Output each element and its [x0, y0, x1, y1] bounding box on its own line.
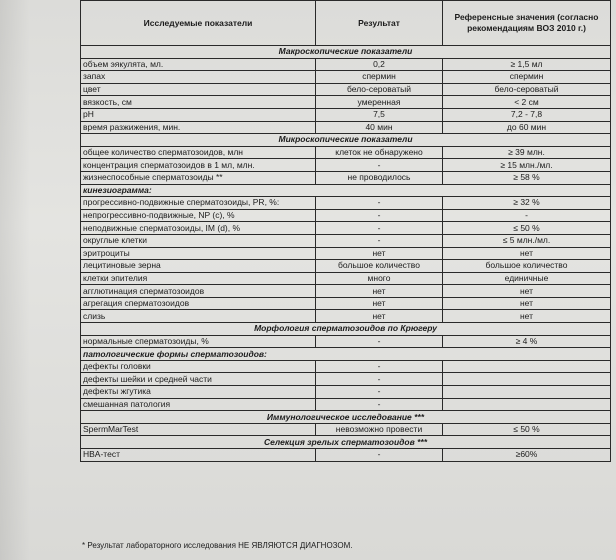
parameter-name: время разжижения, мин. — [81, 121, 316, 134]
table-row — [81, 234, 611, 247]
section-header-row — [81, 436, 611, 449]
table-row — [81, 247, 611, 260]
section-header-row — [81, 134, 611, 147]
reference-value: ≥ 39 млн. — [443, 146, 611, 159]
result-value: не проводилось — [316, 171, 443, 184]
section-title: Селекция зрелых сперматозоидов *** — [81, 436, 611, 449]
reference-value: ≥ 1,5 мл — [443, 58, 611, 71]
parameter-name: pH — [81, 108, 316, 121]
parameter-name: округлые клетки — [81, 234, 316, 247]
reference-value: ≥ 58 % — [443, 171, 611, 184]
parameter-name: объем эякулята, мл. — [81, 58, 316, 71]
table-row — [81, 310, 611, 323]
parameter-name: слизь — [81, 310, 316, 323]
subsection-row — [81, 184, 611, 197]
result-value: 7,5 — [316, 108, 443, 121]
section-header-row — [81, 46, 611, 59]
page-shadow — [0, 0, 30, 560]
section-header-row — [81, 411, 611, 424]
table-row — [81, 386, 611, 399]
parameter-name: HBA-тест — [81, 449, 316, 462]
table-row — [81, 373, 611, 386]
reference-value — [443, 373, 611, 386]
parameter-name: концентрация сперматозоидов в 1 мл, млн. — [81, 159, 316, 172]
reference-value — [443, 386, 611, 399]
result-value: - — [316, 209, 443, 222]
result-value: клеток не обнаружено — [316, 146, 443, 159]
table-row — [81, 83, 611, 96]
header-result: Результат — [316, 1, 443, 46]
section-title: Иммунологическое исследование *** — [81, 411, 611, 424]
result-value: 40 мин — [316, 121, 443, 134]
table-row — [81, 335, 611, 348]
parameter-name: дефекты головки — [81, 360, 316, 373]
reference-value: нет — [443, 310, 611, 323]
reference-value: большое количество — [443, 260, 611, 273]
table-row — [81, 272, 611, 285]
reference-value: нет — [443, 247, 611, 260]
result-value: - — [316, 360, 443, 373]
result-value: - — [316, 159, 443, 172]
result-value: 0,2 — [316, 58, 443, 71]
table-row — [81, 398, 611, 411]
subsection-row — [81, 348, 611, 361]
parameter-name: непрогрессивно-подвижные, NP (c), % — [81, 209, 316, 222]
footnote: * Результат лабораторного исследования НЕ ЯВЛЯЮТСЯ ДИАГНОЗОМ. — [82, 541, 353, 550]
parameter-name: лецитиновые зерна — [81, 260, 316, 273]
result-value: нет — [316, 297, 443, 310]
reference-value — [443, 360, 611, 373]
reference-value: нет — [443, 285, 611, 298]
reference-value: < 2 см — [443, 96, 611, 109]
reference-value: - — [443, 209, 611, 222]
result-value: - — [316, 398, 443, 411]
table-row — [81, 297, 611, 310]
header-reference: Референсные значения (согласно рекомендациям ВОЗ 2010 г.) — [443, 1, 611, 46]
reference-value: ≥ 4 % — [443, 335, 611, 348]
reference-value: ≤ 50 % — [443, 423, 611, 436]
table-row — [81, 71, 611, 84]
table-row — [81, 159, 611, 172]
result-value: много — [316, 272, 443, 285]
parameter-name: вязкость, см — [81, 96, 316, 109]
result-value: умеренная — [316, 96, 443, 109]
parameter-name: дефекты шейки и средней части — [81, 373, 316, 386]
table-row — [81, 285, 611, 298]
table-row — [81, 171, 611, 184]
section-title: Микроскопические показатели — [81, 134, 611, 147]
parameter-name: клетки эпителия — [81, 272, 316, 285]
parameter-name: агрегация сперматозоидов — [81, 297, 316, 310]
reference-value: 7,2 - 7,8 — [443, 108, 611, 121]
parameter-name: дефекты жгутика — [81, 386, 316, 399]
section-title: Макроскопические показатели — [81, 46, 611, 59]
lab-results-table — [80, 0, 611, 462]
parameter-name: агглютинация сперматозоидов — [81, 285, 316, 298]
parameter-name: неподвижные сперматозоиды, IM (d), % — [81, 222, 316, 235]
result-value: спермин — [316, 71, 443, 84]
table-row — [81, 209, 611, 222]
result-value: - — [316, 449, 443, 462]
table-row — [81, 58, 611, 71]
table-row — [81, 260, 611, 273]
parameter-name: цвет — [81, 83, 316, 96]
subsection-title: патологические формы сперматозоидов: — [81, 348, 611, 361]
result-value: нет — [316, 247, 443, 260]
section-title: Морфология сперматозоидов по Крюгеру — [81, 323, 611, 336]
reference-value: нет — [443, 297, 611, 310]
parameter-name: смешанная патология — [81, 398, 316, 411]
result-value: нет — [316, 285, 443, 298]
section-header-row — [81, 323, 611, 336]
table-row — [81, 197, 611, 210]
table-header-row — [81, 1, 611, 46]
result-value: - — [316, 197, 443, 210]
reference-value — [443, 398, 611, 411]
header-parameters: Исследуемые показатели — [81, 1, 316, 46]
result-value: нет — [316, 310, 443, 323]
table-row — [81, 423, 611, 436]
table-row — [81, 108, 611, 121]
result-value: - — [316, 335, 443, 348]
table-row — [81, 449, 611, 462]
reference-value: ≥60% — [443, 449, 611, 462]
parameter-name: прогрессивно-подвижные сперматозоиды, PR, %: — [81, 197, 316, 210]
reference-value: спермин — [443, 71, 611, 84]
parameter-name: нормальные сперматозоиды, % — [81, 335, 316, 348]
parameter-name: запах — [81, 71, 316, 84]
reference-value: до 60 мин — [443, 121, 611, 134]
parameter-name: жизнеспособные сперматозоиды ** — [81, 171, 316, 184]
parameter-name: SpermMarTest — [81, 423, 316, 436]
result-value: - — [316, 222, 443, 235]
table-row — [81, 146, 611, 159]
table-row — [81, 96, 611, 109]
result-value: невозможно провести — [316, 423, 443, 436]
reference-value: ≥ 32 % — [443, 197, 611, 210]
parameter-name: общее количество сперматозоидов, млн — [81, 146, 316, 159]
reference-value: ≤ 5 млн./мл. — [443, 234, 611, 247]
reference-value: единичные — [443, 272, 611, 285]
result-value: - — [316, 373, 443, 386]
reference-value: ≥ 15 млн./мл. — [443, 159, 611, 172]
reference-value: ≤ 50 % — [443, 222, 611, 235]
result-value: - — [316, 234, 443, 247]
result-value: - — [316, 386, 443, 399]
reference-value: бело-сероватый — [443, 83, 611, 96]
result-value: бело-сероватый — [316, 83, 443, 96]
table-row — [81, 222, 611, 235]
subsection-title: кинезиограмма: — [81, 184, 611, 197]
table-row — [81, 121, 611, 134]
result-value: большое количество — [316, 260, 443, 273]
table-row — [81, 360, 611, 373]
parameter-name: эритроциты — [81, 247, 316, 260]
